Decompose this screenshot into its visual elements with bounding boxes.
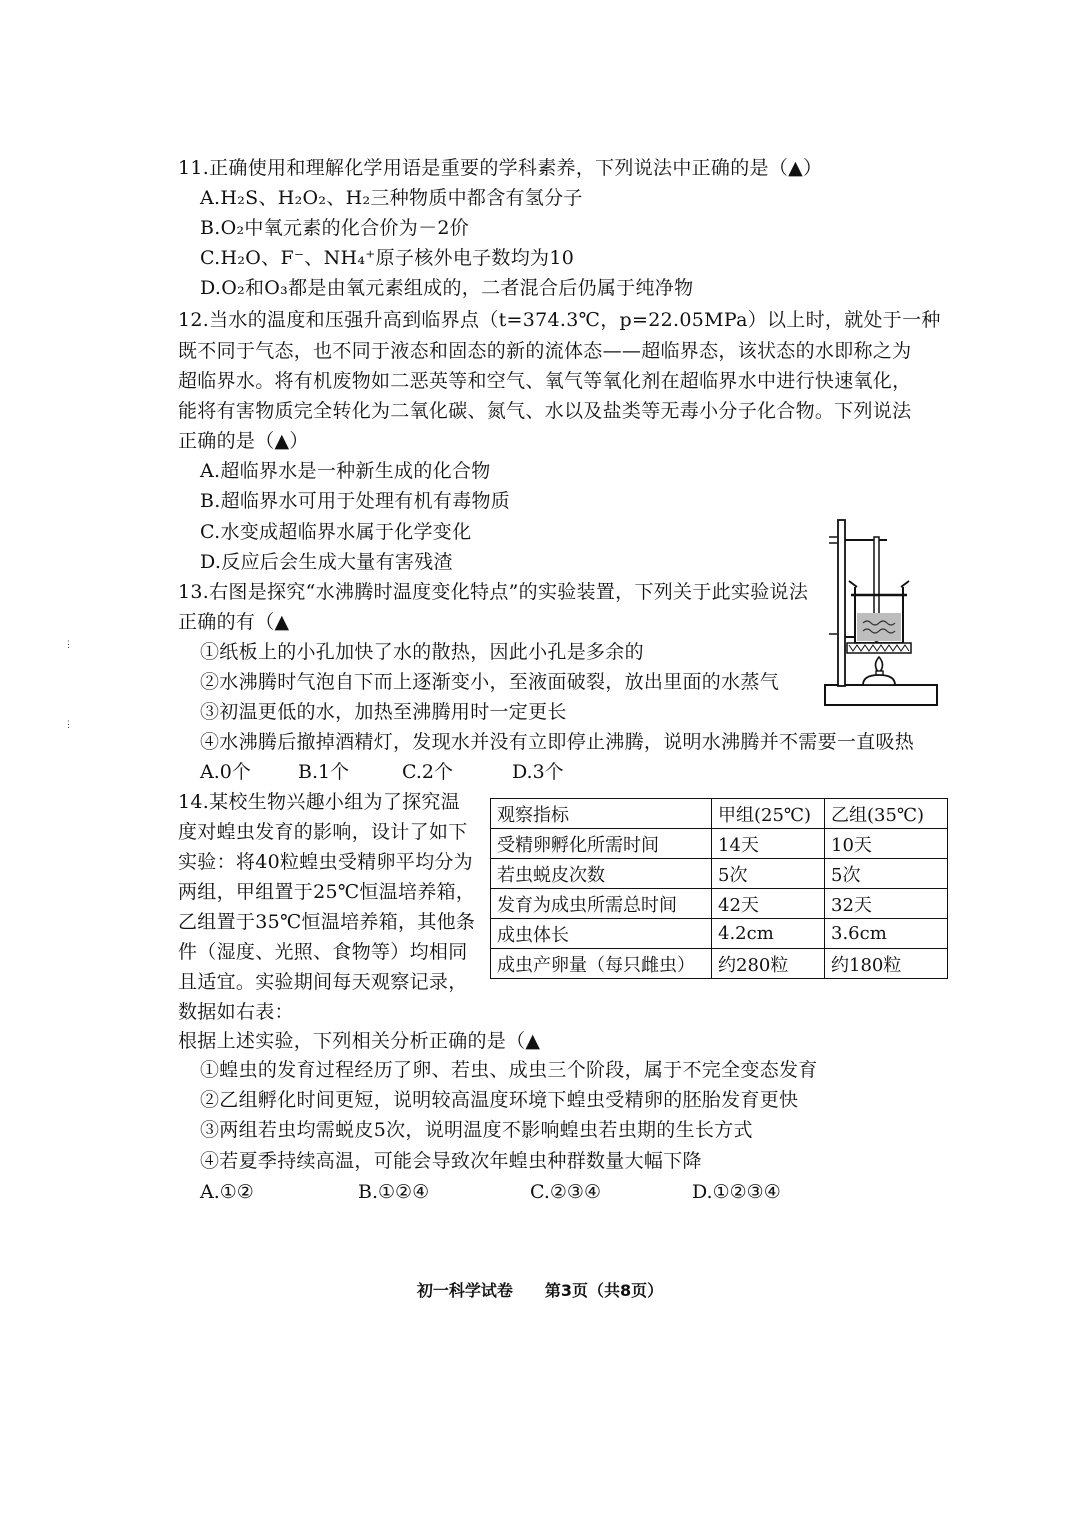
observation-table [490,798,948,979]
table-cell: 14天 [712,829,825,859]
q11-stem: 11.正确使用和理解化学用语是重要的学科素养，下列说法中正确的是（▲） [178,157,823,179]
q14-statement-1: ①蝗虫的发育过程经历了卵、若虫、成虫三个阶段，属于不完全变态发育 [200,1059,818,1081]
table-cell: 3.6cm [825,919,948,949]
table-row [491,829,948,859]
table-row [491,949,948,979]
q11-option-d: D.O₂和O₃都是由氧元素组成的，二者混合后仍属于纯净物 [200,277,694,299]
table-cell: 发育为成虫所需总时间 [491,889,712,919]
q14-line-7: 且适宜。实验期间每天观察记录， [178,971,468,993]
boiling-apparatus-figure [815,515,945,715]
q14-option-a: A.①② [200,1181,254,1203]
q14-line-4: 两组，甲组置于25℃恒温培养箱， [178,881,476,903]
q11-option-c: C.H₂O、F⁻、NH₄⁺原子核外电子数均为10 [200,247,575,269]
table-row [491,889,948,919]
q13-option-c: C.2个 [402,761,453,783]
alcohol-lamp [863,675,895,685]
q11-option-a: A.H₂S、H₂O₂、H₂三种物质中都含有氢分子 [200,187,583,209]
q14-line-5: 乙组置于35℃恒温培养箱，其他条 [178,911,476,933]
q14-statement-3: ③两组若虫均需蜕皮5次，说明温度不影响蝗虫若虫期的生长方式 [200,1119,753,1141]
q13-statement-4: ④水沸腾后撤掉酒精灯，发现水并没有立即停止沸腾，说明水沸腾并不需要一直吸热 [200,731,915,753]
table-cell: 42天 [712,889,825,919]
q14-option-c: C.②③④ [530,1181,601,1203]
table-cell: 受精卵孵化所需时间 [491,829,712,859]
q13-line-2: 正确的有（▲ [178,611,290,633]
q13-statement-2: ②水沸腾时气泡自下而上逐渐变小，至液面破裂，放出里面的水蒸气 [200,671,780,693]
q13-line-1: 13.右图是探究“水沸腾时温度变化特点”的实验装置，下列关于此实验说法 [178,581,809,603]
table-cell: 若虫蜕皮次数 [491,859,712,889]
stand-base [825,685,937,705]
water [857,613,901,641]
table-cell: 32天 [825,889,948,919]
scan-artifact: ⋮ [64,640,73,650]
q14-option-d: D.①②③④ [692,1181,781,1203]
table-cell: 成虫体长 [491,919,712,949]
table-cell: 5次 [825,859,948,889]
q13-option-a: A.0个 [200,761,251,783]
table-row [491,919,948,949]
q12-line-3: 超临界水。将有机废物如二恶英等和空气、氧气等氧化剂在超临界水中进行快速氧化， [178,370,912,392]
q14-statement-2: ②乙组孵化时间更短，说明较高温度环境下蝗虫受精卵的胚胎发育更快 [200,1089,799,1111]
q14-statement-4: ④若夏季持续高温，可能会导致次年蝗虫种群数量大幅下降 [200,1150,702,1172]
q12-line-1: 12.当水的温度和压强升高到临界点（t=374.3℃，p=22.05MPa）以上时，就处于一种 [178,309,941,331]
q13-option-d: D.3个 [512,761,564,783]
page-footer: 初一科学试卷 第3页（共8页） [416,1281,664,1300]
q12-line-4: 能将有害物质完全转化为二氧化碳、氮气、水以及盐类等无毒小分子化合物。下列说法 [178,400,912,422]
q14-line-8: 数据如右表： [178,1001,294,1023]
table-cell: 4.2cm [712,919,825,949]
table-row [491,859,948,889]
table-cell: 约180粒 [825,949,948,979]
q11-option-b: B.O₂中氧元素的化合价为－2价 [200,217,470,239]
q14-prompt: 根据上述实验，下列相关分析正确的是（▲ [178,1030,541,1052]
table-cell: 成虫产卵量（每只雌虫） [491,949,712,979]
q14-line-1: 14.某校生物兴趣小组为了探究温 [178,791,461,813]
table-header-row [491,799,948,829]
q12-option-c: C.水变成超临界水属于化学变化 [200,521,472,543]
table-header-cell: 甲组(25℃) [712,799,825,829]
q14-option-b: B.①②④ [358,1181,430,1203]
q12-option-d: D.反应后会生成大量有害残渣 [200,551,453,573]
q14-line-3: 实验：将40粒蝗虫受精卵平均分为 [178,851,473,873]
table-header-cell: 乙组(35℃) [825,799,948,829]
table-cell: 约280粒 [712,949,825,979]
table-cell: 10天 [825,829,948,859]
table-header-cell: 观察指标 [491,799,712,829]
q12-line-5: 正确的是（▲） [178,430,309,452]
q12-line-2: 既不同于气态，也不同于液态和固态的新的流体态——超临界态，该状态的水即称之为 [178,340,912,362]
q12-option-b: B.超临界水可用于处理有机有毒物质 [200,490,511,512]
q12-option-a: A.超临界水是一种新生成的化合物 [200,460,491,482]
q14-line-2: 度对蝗虫发育的影响，设计了如下 [178,821,468,843]
scan-artifact: ⋮ [64,720,73,730]
q13-option-b: B.1个 [298,761,350,783]
table-cell: 5次 [712,859,825,889]
stand-rod [838,520,845,686]
q14-line-6: 件（湿度、光照、食物等）均相同 [178,941,468,963]
q13-statement-1: ①纸板上的小孔加快了水的散热，因此小孔是多余的 [200,641,644,663]
q13-statement-3: ③初温更低的水，加热至沸腾用时一定更长 [200,701,567,723]
